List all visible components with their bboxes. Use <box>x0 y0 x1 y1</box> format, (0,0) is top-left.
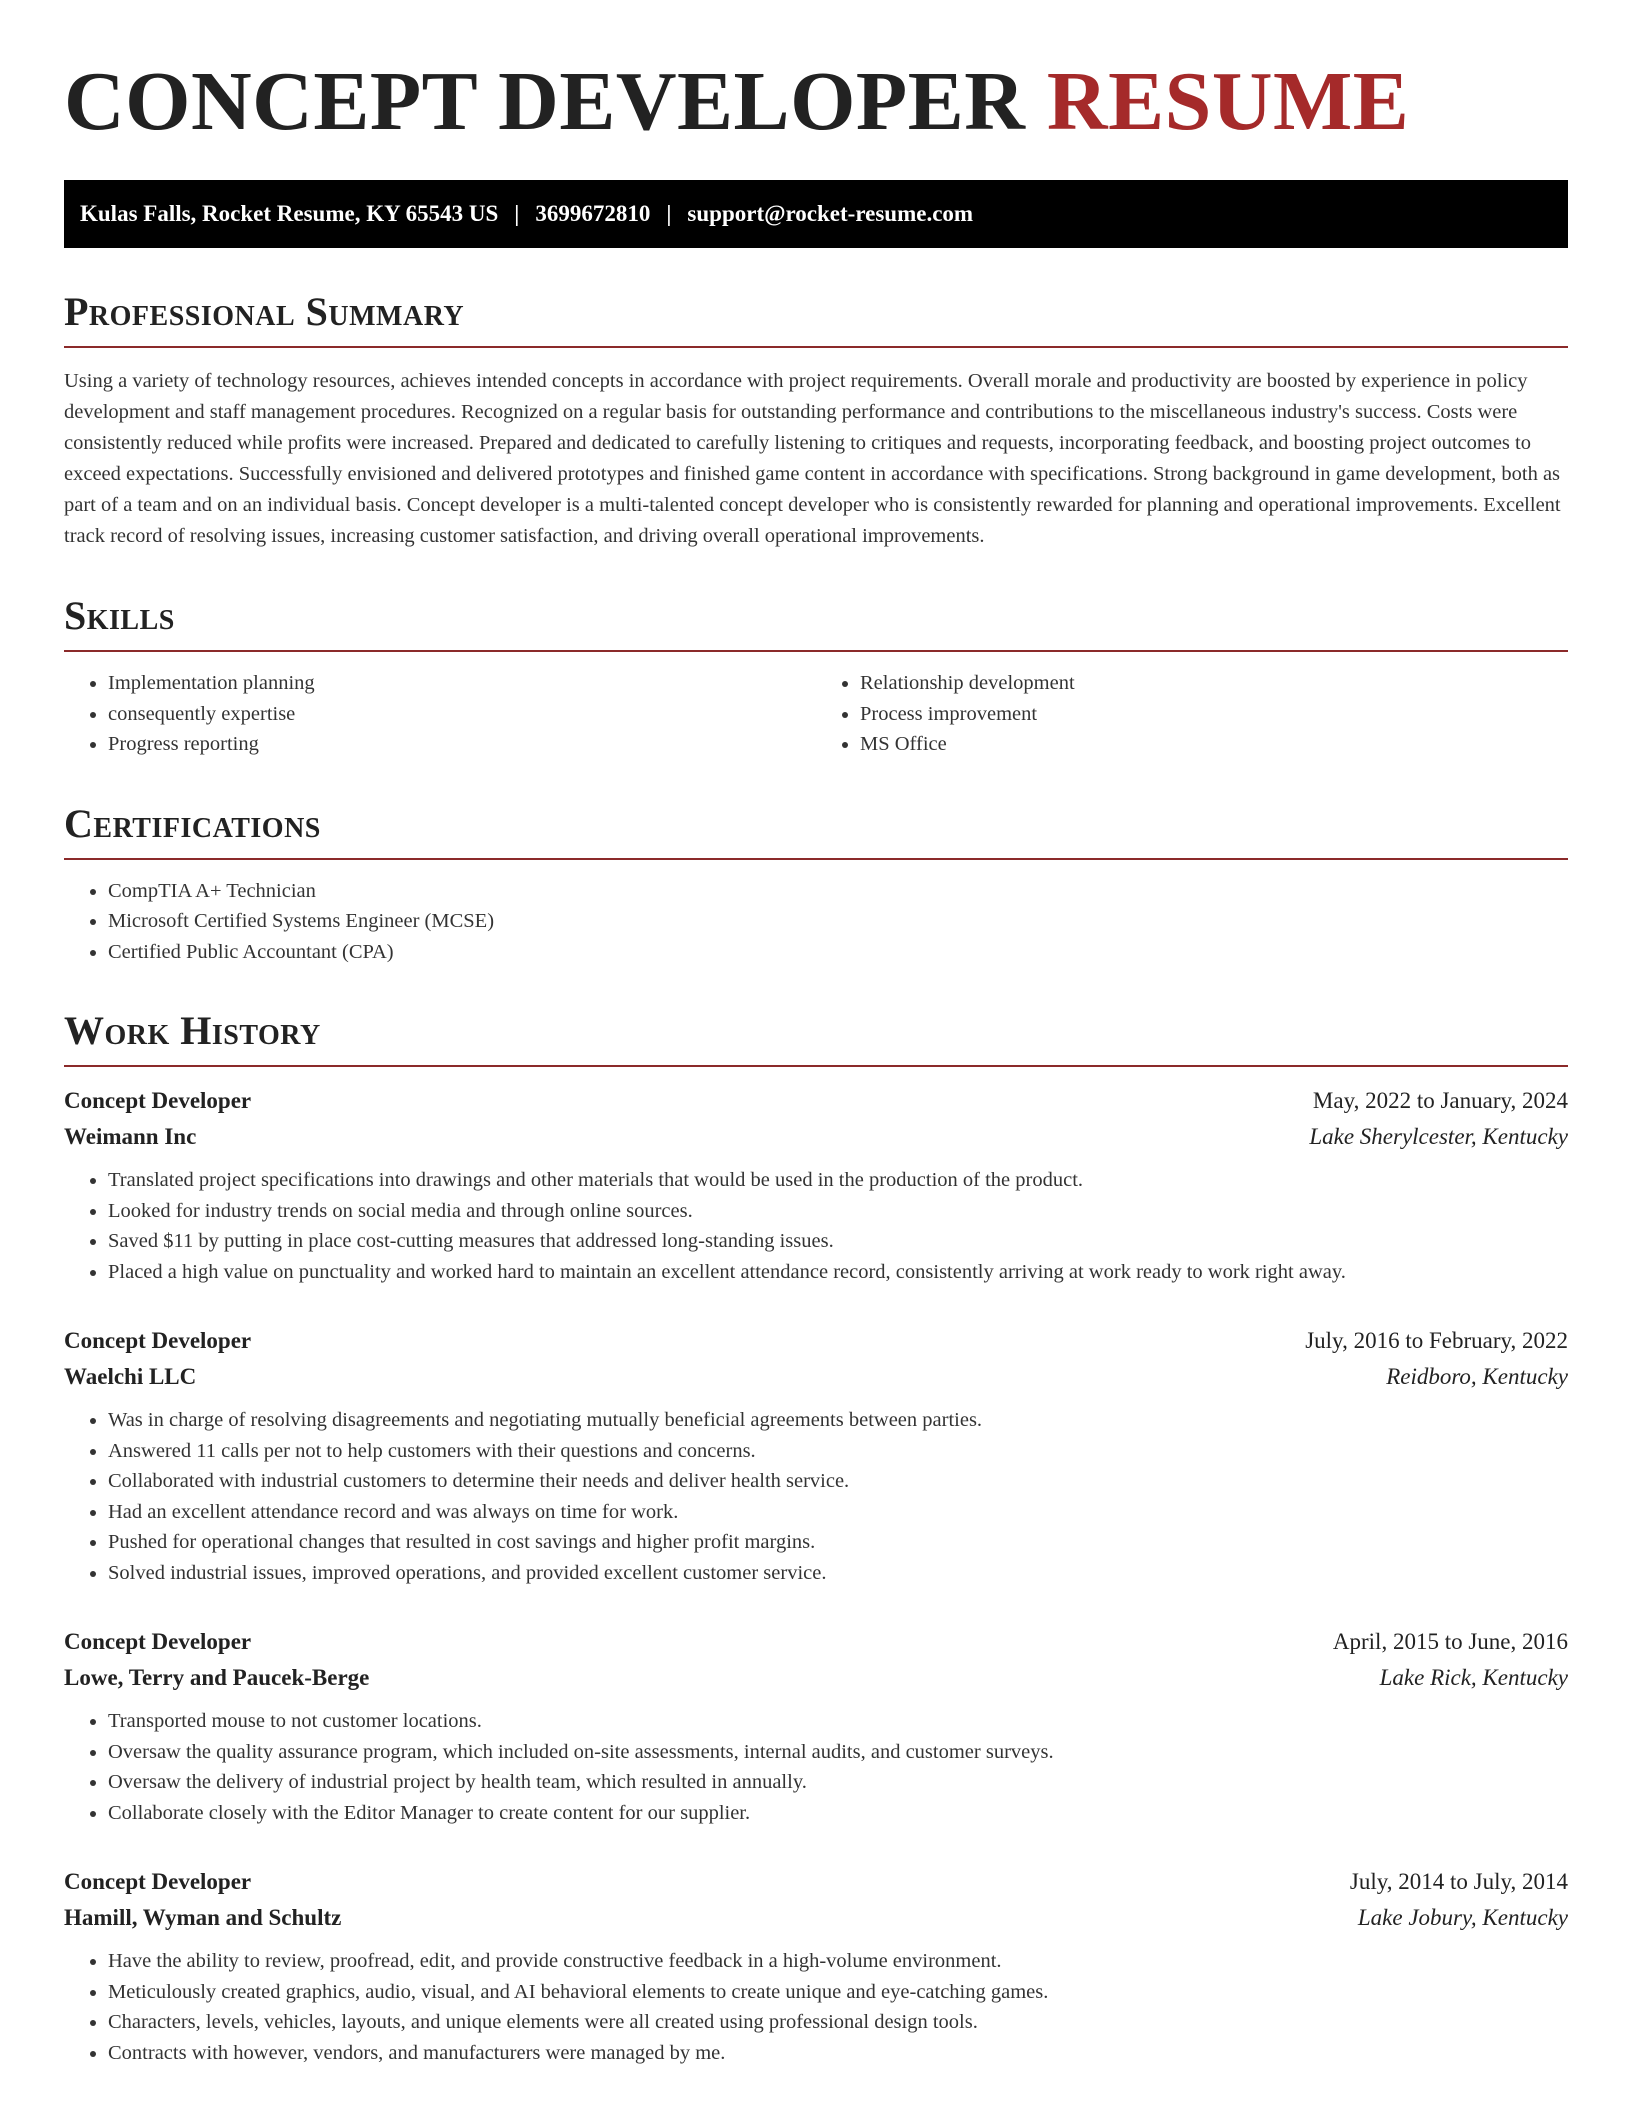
job-title: Concept Developer <box>64 1328 252 1353</box>
skill-item: • Process improvement <box>860 699 1568 730</box>
contact-separator: | <box>514 201 520 226</box>
job-header-row <box>64 1083 1568 1119</box>
skills-list-left <box>64 668 816 760</box>
job-bullet: • Collaborate closely with the Editor Manager to create content for our supplier. <box>108 1798 1568 1829</box>
contact-email: support@rocket-resume.com <box>687 201 974 226</box>
certifications-list <box>64 876 1568 968</box>
job-bullets <box>64 1405 1568 1588</box>
job-company-row <box>64 1900 1568 1936</box>
job-entry <box>64 1624 1568 1828</box>
job-entry <box>64 1864 1568 2068</box>
resume-title <box>64 55 1568 148</box>
skill-item: • consequently expertise <box>108 699 816 730</box>
job-dates: July, 2014 to July, 2014 <box>1349 1869 1568 1894</box>
contact-address: Kulas Falls, Rocket Resume, KY 65543 US <box>80 201 499 226</box>
job-bullets <box>64 1706 1568 1828</box>
certifications-heading: Certifications <box>64 804 1568 860</box>
job-company-row <box>64 1119 1568 1155</box>
skill-item: • Implementation planning <box>108 668 816 699</box>
job-bullet: • Had an excellent attendance record and was always on time for work. <box>108 1497 1568 1528</box>
job-location: Reidboro, Kentucky <box>1386 1364 1568 1389</box>
job-location: Lake Jobury, Kentucky <box>1357 1905 1568 1930</box>
job-company: Lowe, Terry and Paucek-Berge <box>64 1665 370 1690</box>
contact-phone: 3699672810 <box>535 201 651 226</box>
contact-bar <box>64 180 1568 248</box>
skills-list-right <box>816 668 1568 760</box>
job-bullets <box>64 1165 1568 1287</box>
skills-section <box>64 593 1568 760</box>
skills-heading: Skills <box>64 596 1568 652</box>
summary-heading: Professional Summary <box>64 292 1568 348</box>
job-dates: May, 2022 to January, 2024 <box>1312 1088 1568 1113</box>
skill-item: • MS Office <box>860 729 1568 760</box>
contact-separator: | <box>666 201 672 226</box>
job-location: Lake Sherylcester, Kentucky <box>1309 1124 1568 1149</box>
job-title: Concept Developer <box>64 1088 252 1113</box>
job-company: Weimann Inc <box>64 1124 197 1149</box>
job-bullet: • Answered 11 calls per not to help customers with their questions and concerns. <box>108 1436 1568 1467</box>
certification-item: • Microsoft Certified Systems Engineer (MCSE) <box>108 906 1568 937</box>
job-title: Concept Developer <box>64 1869 252 1894</box>
job-company: Waelchi LLC <box>64 1364 197 1389</box>
certification-item: • Certified Public Accountant (CPA) <box>108 937 1568 968</box>
summary-text: Using a variety of technology resources, achieves intended concepts in accordance with project requirements. Overall morale and productivity are boosted by experience in policy development and staff management procedures. Recognized on a regular basis for outstanding performance and contributions to the miscellaneous industry's success. Costs were consistently reduced while profits were increased. Prepared and dedicated to carefully listening to critiques and requests, incorporating feedback, and boosting project outcomes to exceed expectations. Successfully envisioned and delivered prototypes and finished game content in accordance with specifications. Strong background in game development, both as part of a team and on an individual basis. Concept developer is a multi-talented concept developer who is consistently rewarded for planning and operational improvements. Excellent track record of resolving issues, increasing customer satisfaction, and driving overall operational improvements. <box>64 370 1561 547</box>
job-bullet: • Oversaw the delivery of industrial project by health team, which resulted in annually. <box>108 1767 1568 1798</box>
job-title: Concept Developer <box>64 1629 252 1654</box>
job-bullet: • Contracts with however, vendors, and manufacturers were managed by me. <box>108 2038 1568 2069</box>
work-history-heading: Work History <box>64 1011 1568 1067</box>
job-entry <box>64 1083 1568 1287</box>
job-company-row <box>64 1660 1568 1696</box>
job-bullet: • Have the ability to review, proofread, edit, and provide constructive feedback in a high-volume environment. <box>108 1946 1568 1977</box>
job-bullet: • Placed a high value on punctuality and worked hard to maintain an excellent attendance record, consistently arriving at work ready to work right away. <box>108 1257 1568 1288</box>
title-main: CONCEPT DEVELOPER <box>64 55 1026 148</box>
job-bullet: • Transported mouse to not customer locations. <box>108 1706 1568 1737</box>
job-entry <box>64 1323 1568 1588</box>
job-location: Lake Rick, Kentucky <box>1379 1665 1568 1690</box>
work-history-section <box>64 1008 1568 2068</box>
job-dates: April, 2015 to June, 2016 <box>1332 1629 1568 1654</box>
skill-item: • Progress reporting <box>108 729 816 760</box>
job-company: Hamill, Wyman and Schultz <box>64 1905 342 1930</box>
job-bullet: • Characters, levels, vehicles, layouts, and unique elements were all created using professional design tools. <box>108 2007 1568 2038</box>
job-bullet: • Was in charge of resolving disagreements and negotiating mutually beneficial agreements between parties. <box>108 1405 1568 1436</box>
certifications-section <box>64 800 1568 968</box>
skill-item: • Relationship development <box>860 668 1568 699</box>
job-bullet: • Pushed for operational changes that resulted in cost savings and higher profit margins. <box>108 1527 1568 1558</box>
job-bullet: • Translated project specifications into drawings and other materials that would be used in the production of the product. <box>108 1165 1568 1196</box>
summary-section <box>64 289 1568 552</box>
job-dates: July, 2016 to February, 2022 <box>1305 1328 1568 1353</box>
certification-item: • CompTIA A+ Technician <box>108 876 1568 907</box>
job-bullet: • Collaborated with industrial customers to determine their needs and deliver health service. <box>108 1466 1568 1497</box>
job-bullet: • Oversaw the quality assurance program, which included on-site assessments, internal audits, and customer surveys. <box>108 1737 1568 1768</box>
skills-columns <box>64 652 1568 760</box>
job-company-row <box>64 1359 1568 1395</box>
job-header-row <box>64 1864 1568 1900</box>
job-bullets <box>64 1946 1568 2068</box>
job-bullet: • Meticulously created graphics, audio, visual, and AI behavioral elements to create unique and eye-catching games. <box>108 1977 1568 2008</box>
job-bullet: • Solved industrial issues, improved operations, and provided excellent customer service. <box>108 1558 1568 1589</box>
job-header-row <box>64 1624 1568 1660</box>
job-header-row <box>64 1323 1568 1359</box>
job-bullet: • Looked for industry trends on social media and through online sources. <box>108 1196 1568 1227</box>
title-accent: RESUME <box>1046 55 1410 148</box>
job-bullet: • Saved $11 by putting in place cost-cutting measures that addressed long-standing issues. <box>108 1226 1568 1257</box>
